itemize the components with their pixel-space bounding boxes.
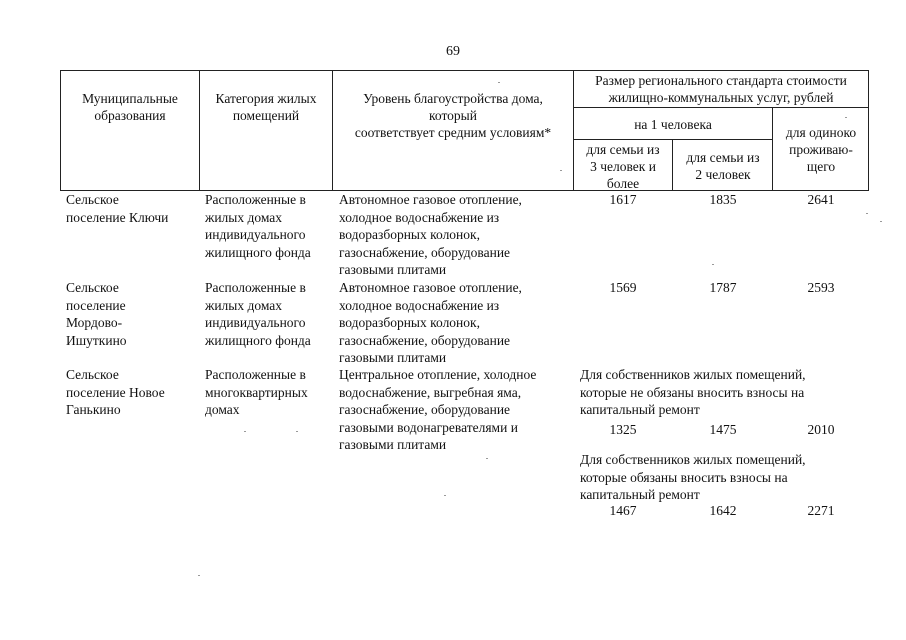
row-1-level-line-5: газовыми плитами	[339, 262, 447, 277]
scan-speck	[712, 264, 714, 265]
row-2-category-line-4: жилищного фонда	[205, 332, 311, 348]
row-3-municipality-line-1: Сельское	[66, 367, 119, 382]
row-3-group-2-note-line-3: капитальный ремонт	[580, 487, 700, 502]
row-1-level-line-1: Автономное газовое отопление,	[339, 192, 522, 207]
row-3-group-2-value-family2: 1642	[709, 503, 737, 518]
header-family2	[673, 149, 773, 183]
row-2-category-line-3: индивидуального	[205, 315, 306, 330]
header-standard-line-2: жилищно-коммунальных услуг, рублей	[608, 90, 834, 105]
row-1-category-line-1: Расположенные в	[205, 192, 306, 207]
header-category-line-2: помещений	[232, 108, 300, 123]
row-1-municipality	[66, 191, 198, 226]
header-category	[199, 90, 333, 124]
header-category-line-1: Категория жилых	[215, 91, 317, 106]
header-level-line-2: который	[429, 108, 477, 123]
row-2-level	[339, 279, 573, 367]
row-1-municipality-line-1: Сельское	[66, 192, 119, 207]
header-municipality-line-2: образования	[94, 108, 166, 123]
row-3-level-line-4: газовыми водонагревателями и	[339, 419, 518, 435]
row-3-category-line-3: домах	[205, 402, 240, 417]
row-3-category-line-2: многоквартирных	[205, 384, 308, 400]
scan-speck	[845, 117, 847, 118]
row-1-level-line-2: холодное водоснабжение из	[339, 209, 500, 225]
header-single-line-2: проживаю-	[789, 142, 853, 157]
row-2-municipality-line-3: Мордово-	[66, 315, 123, 330]
page-number: 69	[446, 44, 460, 59]
header-standard-line-1: Размер регионального стандарта стоимости	[595, 73, 847, 88]
row-3-group-1-value-family3: 1325	[609, 422, 637, 437]
row-3-group-2-note	[580, 451, 868, 504]
row-3-group-2-value-family3: 1467	[609, 503, 637, 518]
header-family3	[573, 141, 673, 192]
table-col-divider-1	[199, 70, 200, 191]
header-family3-line-1: для семьи из	[586, 142, 660, 157]
row-2-level-line-3: водоразборных колонок,	[339, 315, 480, 330]
row-2-municipality-line-1: Сельское	[66, 280, 119, 295]
header-level-line-3: соответствует средним условиям*	[354, 125, 552, 140]
row-1-category-line-4: жилищного фонда	[205, 244, 311, 260]
row-3-municipality-line-3: Ганькино	[66, 402, 121, 417]
row-2-category-line-2: жилых домах	[205, 297, 283, 313]
row-1-level	[339, 191, 573, 279]
scan-speck	[486, 458, 488, 459]
row-1-value-single: 2641	[807, 192, 835, 207]
row-1-value-family2: 1835	[709, 192, 737, 207]
row-2-category	[205, 279, 333, 349]
row-2-level-line-2: холодное водоснабжение из	[339, 297, 500, 313]
scan-speck	[444, 495, 446, 496]
header-municipality-line-1: Муниципальные	[82, 91, 178, 106]
row-3-group-1-note-line-1: Для собственников жилых помещений,	[580, 367, 806, 382]
row-3-group-1-note-line-2: которые не обязаны вносить взносы на	[580, 384, 805, 400]
header-family2-line-1: для семьи из	[686, 150, 760, 165]
row-3-group-1-value-single: 2010	[807, 422, 835, 437]
row-2-municipality-line-2: поселение	[66, 297, 126, 313]
scan-speck	[198, 575, 200, 576]
header-municipality	[60, 90, 200, 124]
row-1-category-line-3: индивидуального	[205, 227, 306, 242]
header-family2-line-2: 2 человек	[695, 167, 751, 182]
row-3-category-line-1: Расположенные в	[205, 367, 306, 382]
row-2-municipality-line-4: Ишуткино	[66, 332, 127, 348]
header-single-line-1: для одиноко	[785, 125, 857, 140]
header-per-person: на 1 человека	[634, 117, 712, 132]
row-3-level-line-1: Центральное отопление, холодное	[339, 367, 537, 382]
row-1-category-line-2: жилых домах	[205, 209, 283, 225]
scan-speck	[498, 82, 500, 83]
row-3-group-2-note-line-2: которые обязаны вносить взносы на	[580, 469, 788, 485]
row-1-level-line-4: газоснабжение, оборудование	[339, 244, 511, 260]
row-2-value-family3: 1569	[609, 280, 637, 295]
row-1-value-family3: 1617	[609, 192, 637, 207]
header-standard-underline	[573, 107, 869, 108]
row-3-level-line-3: газоснабжение, оборудование	[339, 402, 511, 417]
row-3-category	[205, 366, 333, 419]
table-top-border	[60, 70, 869, 71]
header-level-line-1: Уровень благоустройства дома,	[363, 91, 543, 106]
header-family3-line-3: более	[606, 176, 640, 191]
scan-speck	[244, 431, 246, 432]
header-single-line-3: щего	[806, 159, 836, 174]
scan-speck	[560, 170, 562, 171]
row-2-municipality	[66, 279, 198, 349]
row-3-group-2-note-line-1: Для собственников жилых помещений,	[580, 452, 806, 467]
row-3-group-1-value-family2: 1475	[709, 422, 737, 437]
row-3-municipality-line-2: поселение Новое	[66, 384, 165, 400]
scan-speck	[880, 221, 882, 222]
row-2-level-line-5: газовыми плитами	[339, 350, 447, 365]
row-1-level-line-3: водоразборных колонок,	[339, 227, 480, 242]
row-3-municipality	[66, 366, 198, 419]
row-2-value-single: 2593	[807, 280, 835, 295]
row-2-value-family2: 1787	[709, 280, 737, 295]
row-3-group-1-note-line-3: капитальный ремонт	[580, 402, 700, 417]
row-3-level-line-2: водоснабжение, выгребная яма,	[339, 384, 522, 400]
scan-speck	[296, 431, 298, 432]
row-3-group-2-value-single: 2271	[807, 503, 835, 518]
row-1-municipality-line-2: поселение Ключи	[66, 209, 169, 225]
header-per-person-underline	[573, 139, 773, 140]
row-2-level-line-1: Автономное газовое отопление,	[339, 280, 522, 295]
scan-speck	[866, 213, 868, 214]
header-family3-line-2: 3 человек и	[590, 159, 656, 174]
row-3-level	[339, 366, 573, 454]
table-left-border	[60, 70, 61, 191]
row-2-category-line-1: Расположенные в	[205, 280, 306, 295]
row-1-category	[205, 191, 333, 261]
row-3-group-1-note	[580, 366, 868, 419]
row-2-level-line-4: газоснабжение, оборудование	[339, 332, 511, 348]
header-standard	[573, 72, 869, 106]
header-single	[773, 124, 869, 175]
header-level	[333, 90, 573, 141]
row-3-level-line-5: газовыми плитами	[339, 437, 447, 452]
